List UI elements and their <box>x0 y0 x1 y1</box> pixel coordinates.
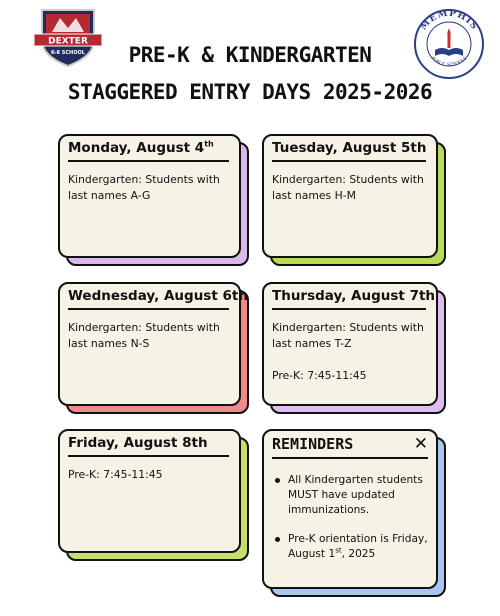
card-line: Kindergarten: Students with last names A-G <box>68 173 220 202</box>
list-item <box>272 532 428 562</box>
list-item <box>272 473 428 518</box>
reminders-heading <box>272 435 428 459</box>
reminders-list <box>272 473 428 562</box>
page-title-line2: STAGGERED ENTRY DAYS 2025-2026 <box>67 80 433 104</box>
card-panel <box>58 134 241 258</box>
card-monday <box>58 134 241 258</box>
card-body <box>68 172 231 204</box>
card-body <box>272 320 428 384</box>
card-line: Kindergarten: Students with last names N-S <box>68 321 220 350</box>
card-tuesday <box>262 134 438 258</box>
card-friday <box>58 429 241 553</box>
card-line: Kindergarten: Students with last names H-M <box>272 173 424 202</box>
card-day-heading <box>68 140 229 162</box>
card-thursday <box>262 282 438 406</box>
card-day-heading: Wednesday, August 6th <box>68 288 229 310</box>
reminder-text: All Kindergarten students MUST have updated immunizations. <box>288 474 423 516</box>
card-day-heading: Tuesday, August 5th <box>272 140 426 162</box>
card-panel <box>262 282 438 406</box>
card-panel <box>262 429 438 589</box>
card-day-sup: th <box>204 139 214 149</box>
card-day-heading: Thursday, August 7th <box>272 288 426 310</box>
reminder-text: , 2025 <box>341 548 376 560</box>
card-body <box>68 467 231 483</box>
reminders-card <box>262 429 438 589</box>
card-wednesday <box>58 282 248 406</box>
card-line: Pre-K: 7:45-11:45 <box>68 468 163 481</box>
page-title-line1: PRE-K & KINDERGARTEN <box>128 43 372 67</box>
reminders-title: REMINDERS <box>272 435 354 453</box>
reminder-text: Pre-K orientation is Friday, August 1 <box>288 533 428 560</box>
reminder-sup: st <box>335 546 342 555</box>
card-day-heading: Friday, August 8th <box>68 435 229 457</box>
card-day-text: Monday, August 4 <box>68 140 205 156</box>
card-body <box>68 320 231 352</box>
close-icon[interactable]: ✕ <box>413 434 428 454</box>
memphis-schools-seal <box>411 4 487 80</box>
dexter-logo-name: DEXTER <box>48 36 88 47</box>
card-line: Kindergarten: Students with last names T-Z <box>272 321 424 350</box>
memphis-seal-sub: PUBLIC SCHOOLS <box>429 56 469 69</box>
card-panel <box>58 429 241 553</box>
dexter-logo-sub: K-8 SCHOOL <box>51 50 85 56</box>
card-body <box>272 172 428 204</box>
card-panel <box>262 134 438 258</box>
card-line: Pre-K: 7:45-11:45 <box>272 369 367 382</box>
memphis-seal-name: MEMPHIS <box>418 8 480 33</box>
card-panel <box>58 282 248 406</box>
